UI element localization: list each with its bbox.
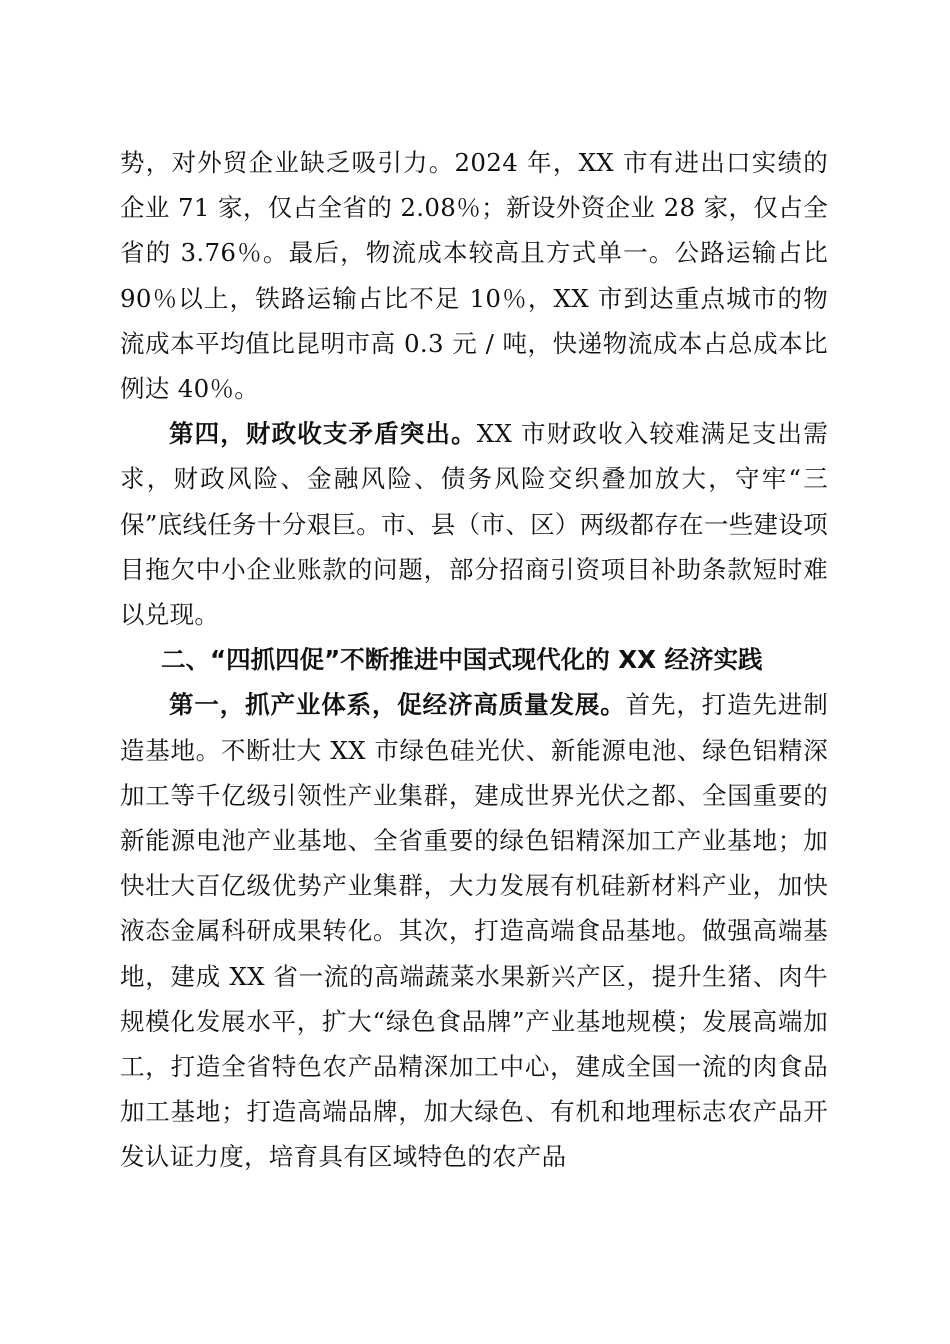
paragraph-text: XX 市财政收入较难满足支出需求，财政风险、金融风险、债务风险交织叠加放大，守牢“三保”底线任务十分艰巨。市、县（市、区）两级都存在一些建设项目拖欠中小企业账款的问题，部分招商引资项目补助条款短时难以兑现。	[120, 419, 828, 630]
paragraph-text: 势，对外贸企业缺乏吸引力。2024 年，XX 市有进出口实绩的企业 71 家，仅占全省的 2.08％；新设外资企业 28 家，仅占全省的 3.76％。最后，物流成本较高且方式单一。公路运输占比 90％以上，铁路运输占比不足 10％，XX 市到达重点城市的物流成本平均值比昆明市高 0.3 元 / 吨，快递物流成本占总成本比例达 40％。	[120, 148, 828, 404]
document-body	[120, 140, 828, 1180]
paragraph-text: 首先，打造先进制造基地。不断壮大 XX 市绿色硅光伏、新能源电池、绿色铝精深加工等千亿级引领性产业集群，建成世界光伏之都、全国重要的新能源电池产业基地、全省重要的绿色铝精深加工产业基地；加快壮大百亿级优势产业集群，大力发展有机硅新材料产业，加快液态金属科研成果转化。其次，打造高端食品基地。做强高端基地，建成 XX 省一流的高端蔬菜水果新兴产区，提升生猪、肉牛规模化发展水平，扩大“绿色食品牌”产业基地规模；发展高端加工，打造全省特色农产品精深加工中心，建成全国一流的肉食品加工基地；打造高端品牌，加大绿色、有机和地理标志农产品开发认证力度，培育具有区域特色的农产品	[120, 690, 828, 1172]
paragraph-lead-sentence: 第一，抓产业体系，促经济高质量发展。	[169, 690, 626, 720]
paragraph-fiscal-conflict	[120, 411, 828, 637]
section-heading: 二、“四抓四促”不断推进中国式现代化的 XX 经济实践	[161, 645, 763, 675]
paragraph-lead-sentence: 第四，财政收支矛盾突出。	[169, 419, 477, 449]
paragraph-foreign-trade-logistics	[120, 140, 828, 411]
paragraph-industrial-system	[120, 682, 828, 1179]
